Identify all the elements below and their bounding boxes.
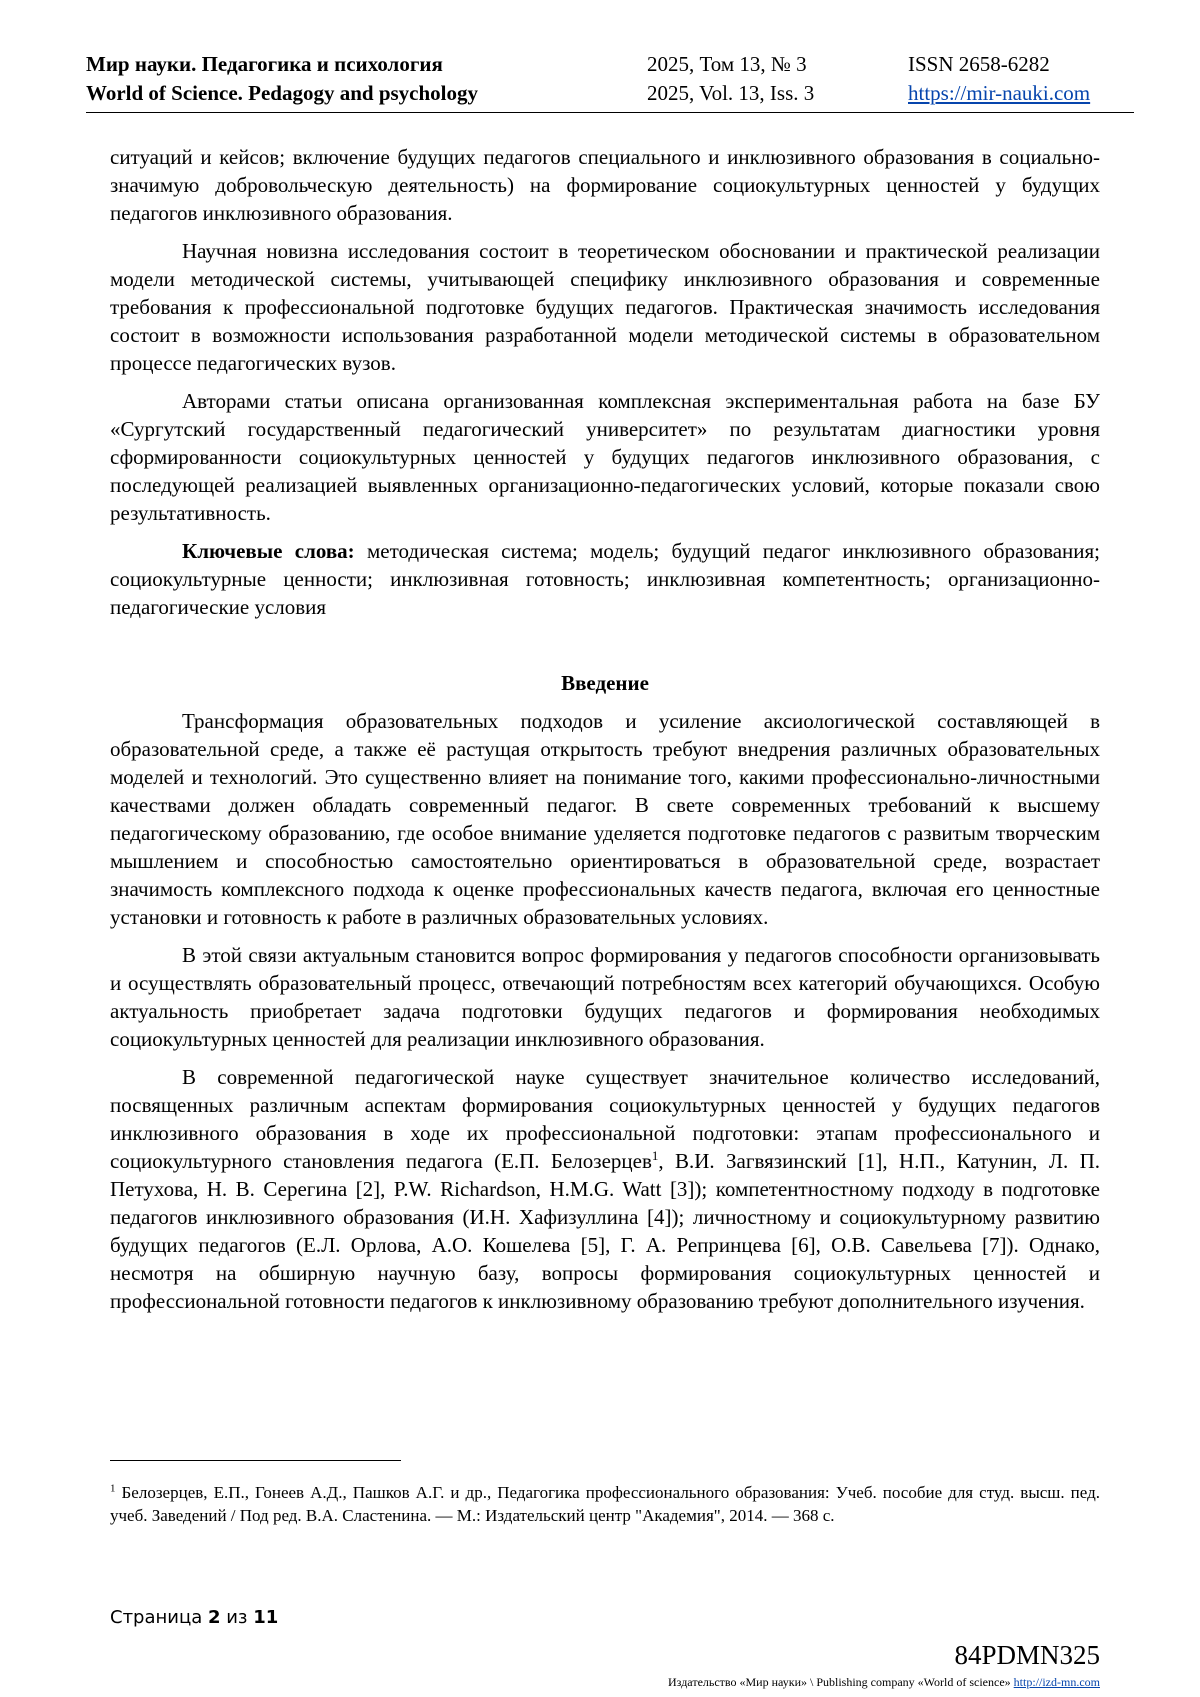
issue-block <box>647 50 814 108</box>
page-counter-prefix: Страница <box>110 1607 208 1628</box>
publisher-line <box>668 1674 1100 1690</box>
footnote-marker: 1 <box>110 1482 116 1495</box>
paragraph-transformation: Трансформация образовательных подходов и усиление аксиологической составляющей в образовательной среде, а также её растущая открытость требуют внедрения различных образовательных моделей и технологий. Это существенно влияет на понимание того, какими профессионально-личностными качествами должен обладать современный педагог. В свете современных требований к высшему педагогическому образованию, где особое внимание уделяется подготовке педагогов с развитым творческим мышлением и способностью самостоятельно ориентироваться в образовательной среде, возрастает значимость комплексного подхода к оценке профессиональных качеств педагога, включая его ценностные установки и готовность к работе в различных образовательных условиях. <box>110 709 1100 929</box>
publisher-link[interactable]: http://izd-mn.com <box>1013 1675 1100 1689</box>
journal-header <box>86 50 1134 113</box>
article-code: 84PDMN325 <box>954 1640 1100 1670</box>
paragraph-novelty: Научная новизна исследования состоит в теоретическом обосновании и практической реализации модели методической системы, учитывающей специфику инклюзивного образования и современные требования к профессиональной подготовке будущих педагогов. Практическая значимость исследования состоит в возможности использования разработанной модели методической системы в образовательном процессе педагогических вузов. <box>110 239 1100 375</box>
footnote <box>110 1481 1100 1527</box>
footnote-text: Белозерцев, Е.П., Гонеев А.Д., Пашков А.Г. и др., Педагогика профессионального образования: Учеб. пособие для студ. высш. пед. учеб. Заведений / Под ред. В.А. Сластенина. — М.: Издательский центр "Академия", 2014. — 368 с. <box>110 1483 1100 1525</box>
issn-block <box>908 50 1090 108</box>
paragraph-relevance: В этой связи актуальным становится вопрос формирования у педагогов способности организовывать и осуществлять образовательный процесс, отвечающий потребностям всех категорий обучающихся. Особую актуальность приобретает задача подготовки будущих педагогов и формирования необходимых социокультурных ценностей для реализации инклюзивного образования. <box>110 943 1100 1051</box>
keywords-label: Ключевые слова: <box>182 539 355 563</box>
paragraph-1: ситуаций и кейсов; включение будущих педагогов специального и инклюзивного образования в социально-значимую добровольческую деятельность) на формирование социокультурных ценностей у будущих педагогов инклюзивного образования. <box>110 145 1100 225</box>
literature-text-part-2: , В.И. Загвязинский [1], Н.П., Катунин, Л. П. Петухова, Н. В. Серегина [2], P.W. Richardson, H.M.G. Watt [3]); компетентностному подходу в подготовке педагогов инклюзивного образования (И.Н. Хафизуллина [4]); личностному и социокультурному развитию будущих педагогов (Е.Л. Орлова, А.О. Кошелева [5], Г. А. Репринцева [6], О.В. Савельева [7]). Однако, несмотря на обширную научную базу, вопросы формирования социокультурных ценностей и профессиональной готовности педагогов к инклюзивному образованию требуют дополнительного изучения. <box>110 1149 1100 1313</box>
keywords-paragraph <box>110 537 1100 621</box>
keywords-text: методическая система; модель; будущий педагог инклюзивного образования; социокультурные ценности; инклюзивная готовность; инклюзивная компетентность; организационно-педагогические условия <box>110 539 1100 619</box>
page-total: 11 <box>253 1607 279 1628</box>
journal-title-en: World of Science. Pedagogy and psychology <box>86 81 479 105</box>
issn: ISSN 2658-6282 <box>908 52 1050 76</box>
publisher-text: Издательство «Мир науки» \ Publishing company «World of science» <box>668 1675 1014 1689</box>
issue-info-ru: 2025, Том 13, № 3 <box>647 52 807 76</box>
article-body <box>110 143 1100 1325</box>
footnote-separator <box>110 1460 401 1461</box>
literature-text-part-1: В современной педагогической науке существует значительное количество исследований, посвященных различным аспектам формирования социокультурных ценностей у будущих педагогов инклюзивного образования в ходе их профессиональной подготовки: этапам профессионального и социокультурного становления педагога (Е.П. Белозерцев <box>110 1065 1100 1173</box>
journal-title-block <box>86 50 478 108</box>
page-counter <box>110 1606 278 1630</box>
page-counter-of: из <box>220 1607 254 1628</box>
issue-info-en: 2025, Vol. 13, Iss. 3 <box>647 81 815 105</box>
paragraph-experiment: Авторами статьи описана организованная комплексная экспериментальная работа на базе БУ «Сургутский государственный педагогический университет» по результатам диагностики уровня сформированности социокультурных ценностей у будущих педагогов инклюзивного образования, с последующей реализацией выявленных организационно-педагогических условий, которые показали свою результативность. <box>110 389 1100 525</box>
section-title-introduction: Введение <box>561 671 649 695</box>
footnote-ref[interactable]: 1 <box>651 1148 659 1163</box>
page-current: 2 <box>207 1607 221 1628</box>
paragraph-literature <box>110 1063 1100 1315</box>
journal-site-link[interactable]: https://mir-nauki.com <box>908 81 1091 105</box>
journal-title-ru: Мир науки. Педагогика и психология <box>86 52 443 76</box>
